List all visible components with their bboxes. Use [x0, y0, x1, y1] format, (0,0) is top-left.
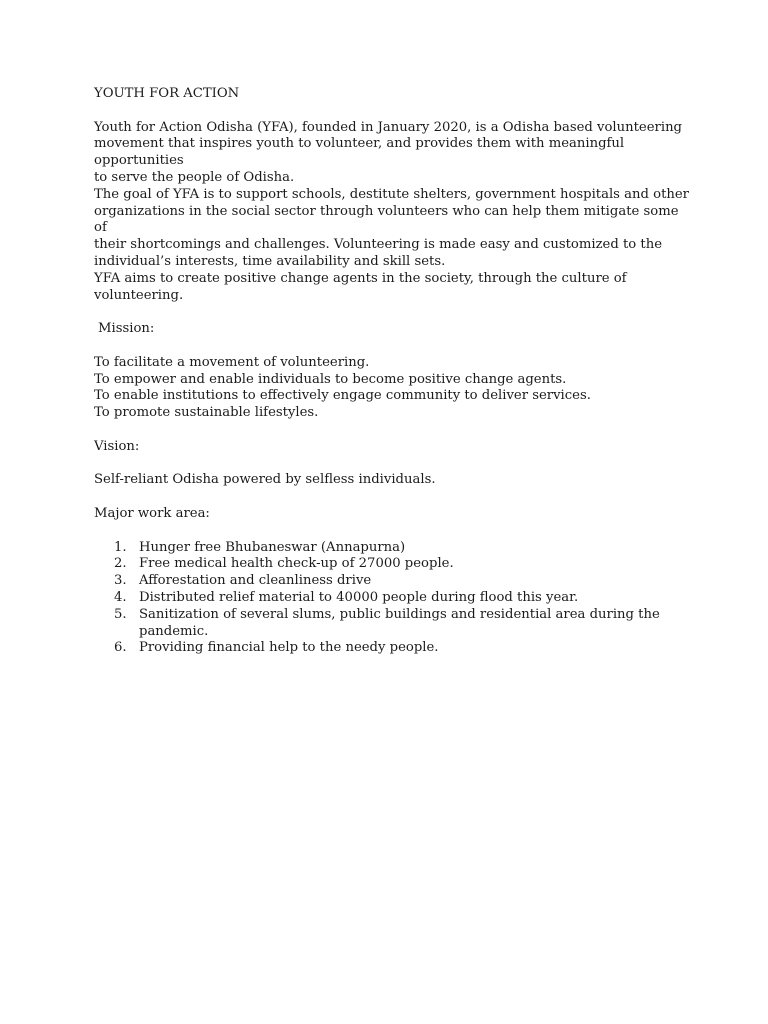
list-item — [94, 640, 694, 657]
mission-item: To empower and enable individuals to become positive change agents. — [94, 371, 567, 387]
list-item-text: Hunger free Bhubaneswar (Annapurna) — [139, 539, 406, 555]
spacer — [94, 103, 694, 120]
intro-line: their shortcomings and challenges. Volunteering is made easy and customized to the — [94, 237, 663, 253]
list-number: 2. — [114, 556, 127, 572]
list-item-text: pandemic. — [139, 623, 209, 639]
list-number: 6. — [114, 640, 127, 656]
intro-line: organizations in the social sector through volunteers who can help them mitigate some of — [94, 203, 679, 236]
intro-line: movement that inspires youth to volunteer, and provides them with meaningful opportunities — [94, 136, 625, 169]
document-title: YOUTH FOR ACTION — [94, 86, 240, 101]
list-item-text: Sanitization of several slums, public buildings and residential area during the — [139, 606, 660, 622]
spacer — [94, 523, 694, 540]
list-item-text: Afforestation and cleanliness drive — [139, 573, 372, 589]
mission-item: To enable institutions to effectively engage community to deliver services. — [94, 388, 591, 404]
mission-heading: Mission: — [98, 321, 155, 337]
list-item-text: Free medical health check-up of 27000 people. — [139, 556, 454, 572]
list-item-text: Distributed relief material to 40000 people during flood this year. — [139, 589, 579, 605]
spacer — [94, 456, 694, 473]
mission-item: To facilitate a movement of volunteering. — [94, 354, 370, 370]
spacer — [94, 304, 694, 321]
list-item — [94, 590, 694, 607]
intro-line: YFA aims to create positive change agents in the society, through the culture of volunteering. — [94, 270, 627, 303]
work-area-list — [94, 540, 694, 658]
list-item — [94, 556, 694, 573]
list-item-text: Providing financial help to the needy people. — [139, 640, 439, 656]
document-page — [94, 86, 694, 657]
list-number: 4. — [114, 589, 127, 605]
intro-line: individual’s interests, time availability and skill sets. — [94, 253, 446, 269]
list-item — [94, 573, 694, 590]
intro-line: to serve the people of Odisha. — [94, 169, 295, 185]
intro-section — [94, 120, 694, 305]
intro-line: Youth for Action Odisha (YFA), founded in January 2020, is a Odisha based volunteering — [94, 119, 683, 135]
list-item — [94, 540, 694, 557]
spacer — [94, 422, 694, 439]
list-number: 1. — [114, 539, 127, 555]
list-number: 5. — [114, 606, 127, 622]
spacer — [94, 489, 694, 506]
work-area-heading: Major work area: — [94, 505, 210, 521]
mission-item: To promote sustainable lifestyles. — [94, 405, 319, 421]
intro-line: The goal of YFA is to support schools, destitute shelters, government hospitals and other — [94, 186, 689, 202]
list-number: 3. — [114, 573, 127, 589]
mission-list — [94, 355, 694, 422]
vision-heading: Vision: — [94, 438, 140, 454]
list-item — [94, 607, 694, 641]
spacer — [94, 338, 694, 355]
vision-text: Self-reliant Odisha powered by selfless individuals. — [94, 472, 436, 488]
